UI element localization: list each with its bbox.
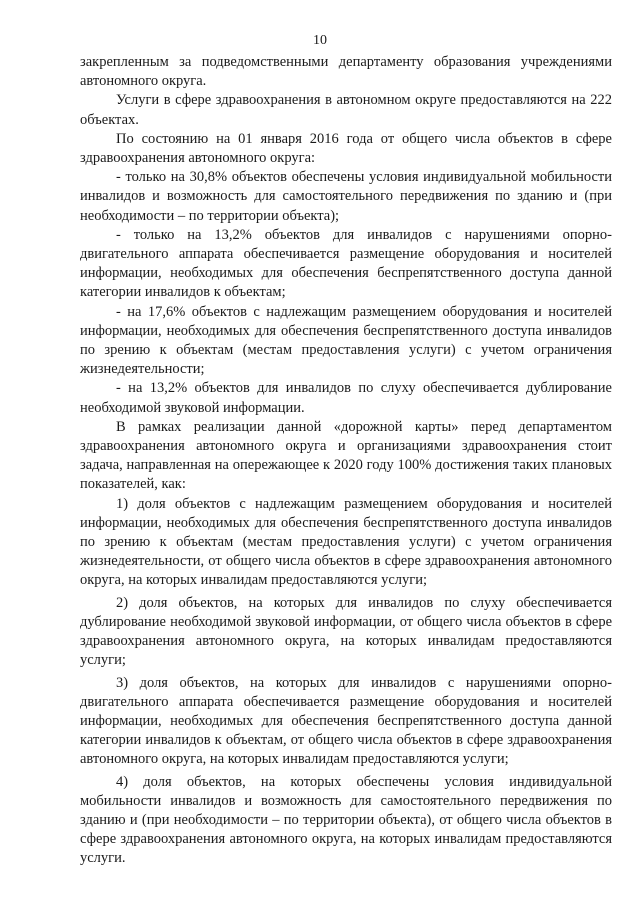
list-item-vision: - на 17,6% объектов с надлежащим размещением оборудования и носителей информации, необходимых для обеспечения беспрепятственного доступа инвалидов по зрению к объектам (местам предоставления услуги) с учетом ограничения жизнедеятельности; <box>80 303 612 378</box>
paragraph-services-count: Услуги в сфере здравоохранения в автономном округе предоставляются на 222 объектах. <box>80 92 612 128</box>
paragraph-status-intro: По состоянию на 01 января 2016 года от общего числа объектов в сфере здравоохранения автономного округа: <box>80 130 612 167</box>
paragraph-continuation: закрепленным за подведомственными департаменту образования учреждениями автономного округа. <box>80 54 612 90</box>
indicator-item-3: 3) доля объектов, на которых для инвалидов с нарушениями опорно-двигательного аппарата обеспечивается размещение оборудования и носителей информации, необходимых для обеспечения беспрепятственного доступа данной категории инвалидов к объектам, от общего числа объектов в сфере здравоохранения автономного округа, на которых инвалидам предоставляются услуги; <box>80 674 612 768</box>
indicator-item-2: 2) доля объектов, на которых для инвалидов по слуху обеспечивается дублирование необходимой звуковой информации, от общего числа объектов в сфере здравоохранения автономного округа, на которых инвалидам предоставляются услуги; <box>80 594 612 669</box>
indicator-item-1: 1) доля объектов с надлежащим размещением оборудования и носителей информации, необходимых для обеспечения беспрепятственного доступа инвалидов по зрению к объектам (местам предоставления услуги) с учетом ограничения жизнедеятельности, от общего числа объектов в сфере здравоохранения автономного округа, на которых инвалидам предоставляются услуги; <box>80 495 612 589</box>
paragraph-roadmap-task: В рамках реализации данной «дорожной карты» перед департаментом здравоохранения автономного округа и организациями здравоохранения стоит задача, направленная на опережающее к 2020 году 100% достижения таких плановых показателей, как: <box>80 418 612 493</box>
list-item-hearing: - на 13,2% объектов для инвалидов по слуху обеспечивается дублирование необходимой звуковой информации. <box>80 380 612 416</box>
page-number: 10 <box>313 33 327 48</box>
indicator-item-4: 4) доля объектов, на которых обеспечены условия индивидуальной мобильности инвалидов и возможность для самостоятельного передвижения по зданию и (при необходимости – по территории объекта), от общего числа объектов в сфере здравоохранения автономного округа, на которых инвалидам предоставляются услуги. <box>80 773 612 867</box>
document-body <box>80 53 612 869</box>
list-item-mobility: - только на 30,8% объектов обеспечены условия индивидуальной мобильности инвалидов и возможность для самостоятельного передвижения по зданию и (при необходимости – по территории объекта); <box>80 169 612 224</box>
list-item-musculoskeletal: - только на 13,2% объектов для инвалидов с нарушениями опорно-двигательного аппарата обеспечивается размещение оборудования и носителей информации, необходимых для обеспечения беспрепятственного доступа данной категории инвалидов к объектам; <box>80 226 612 301</box>
